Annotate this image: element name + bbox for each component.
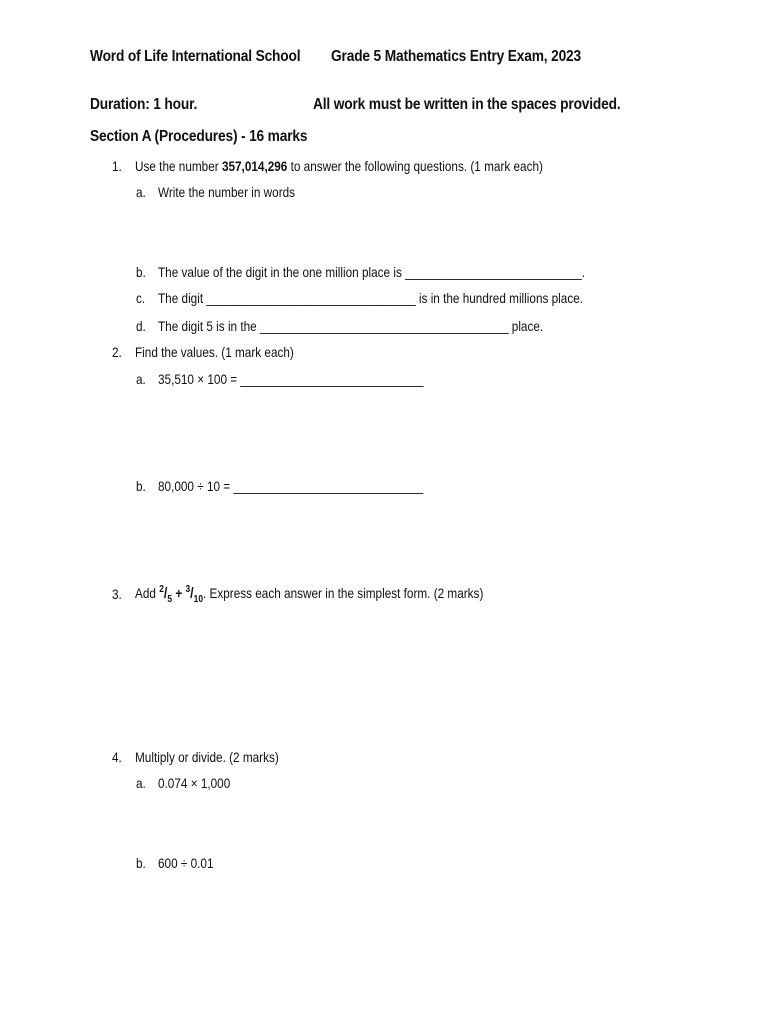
exam-title: Grade 5 Mathematics Entry Exam, 2023 bbox=[331, 48, 582, 65]
duration: Duration: 1 hour. bbox=[90, 96, 198, 113]
instruction: All work must be written in the spaces provided. bbox=[313, 96, 621, 113]
q2b-text: 80,000 ÷ 10 = _____________________________ bbox=[158, 478, 424, 494]
q1d-text: The digit 5 is in the ______________________________________ place. bbox=[158, 318, 544, 334]
q3-text bbox=[135, 584, 483, 605]
q3-rest: . Express each answer in the simplest form. (2 marks) bbox=[202, 585, 484, 601]
fraction-2-denominator: 10 bbox=[193, 594, 203, 605]
fraction-1-slash: / bbox=[163, 585, 168, 602]
fraction-2-numerator: 3 bbox=[185, 584, 191, 595]
q1b-text: The value of the digit in the one million place is ___________________________. bbox=[158, 264, 585, 280]
fraction-1-denominator: 5 bbox=[167, 594, 173, 605]
fraction-two-fifths bbox=[159, 584, 173, 605]
section-title: Section A (Procedures) - 16 marks bbox=[90, 128, 308, 145]
q4b-text: 600 ÷ 0.01 bbox=[158, 855, 214, 871]
q4a-letter: a. bbox=[136, 775, 146, 791]
q1-number: 1. bbox=[112, 158, 122, 174]
q1-text-before: Use the number bbox=[135, 158, 222, 174]
fraction-2-slash: / bbox=[190, 585, 194, 602]
q4b-letter: b. bbox=[136, 855, 146, 871]
q3-number: 3. bbox=[112, 586, 122, 602]
q1c-letter: c. bbox=[136, 290, 146, 306]
q1-bold-number: 357,014,296 bbox=[221, 158, 288, 174]
q1a-text: Write the number in words bbox=[158, 184, 296, 200]
q1-text bbox=[135, 158, 543, 174]
q2-number: 2. bbox=[112, 344, 122, 360]
q2a-text: 35,510 × 100 = ____________________________ bbox=[158, 371, 424, 387]
q1-text-after: to answer the following questions. (1 mark each) bbox=[287, 158, 543, 174]
q4a-text: 0.074 × 1,000 bbox=[158, 775, 231, 791]
q1c-text: The digit ________________________________ is in the hundred millions place. bbox=[158, 290, 584, 306]
q2-text: Find the values. (1 mark each) bbox=[135, 344, 294, 360]
q1b-letter: b. bbox=[136, 264, 146, 280]
fraction-1-numerator: 2 bbox=[159, 584, 164, 595]
q3-add: Add bbox=[135, 585, 160, 601]
fraction-three-tenths bbox=[185, 584, 203, 605]
q3-plus: + bbox=[172, 585, 186, 601]
school-name: Word of Life International School bbox=[90, 48, 301, 65]
q1a-letter: a. bbox=[136, 184, 146, 200]
q2b-letter: b. bbox=[136, 478, 146, 494]
q1d-letter: d. bbox=[136, 318, 146, 334]
q4-number: 4. bbox=[112, 749, 122, 765]
q4-text: Multiply or divide. (2 marks) bbox=[135, 749, 279, 765]
q2a-letter: a. bbox=[136, 371, 146, 387]
